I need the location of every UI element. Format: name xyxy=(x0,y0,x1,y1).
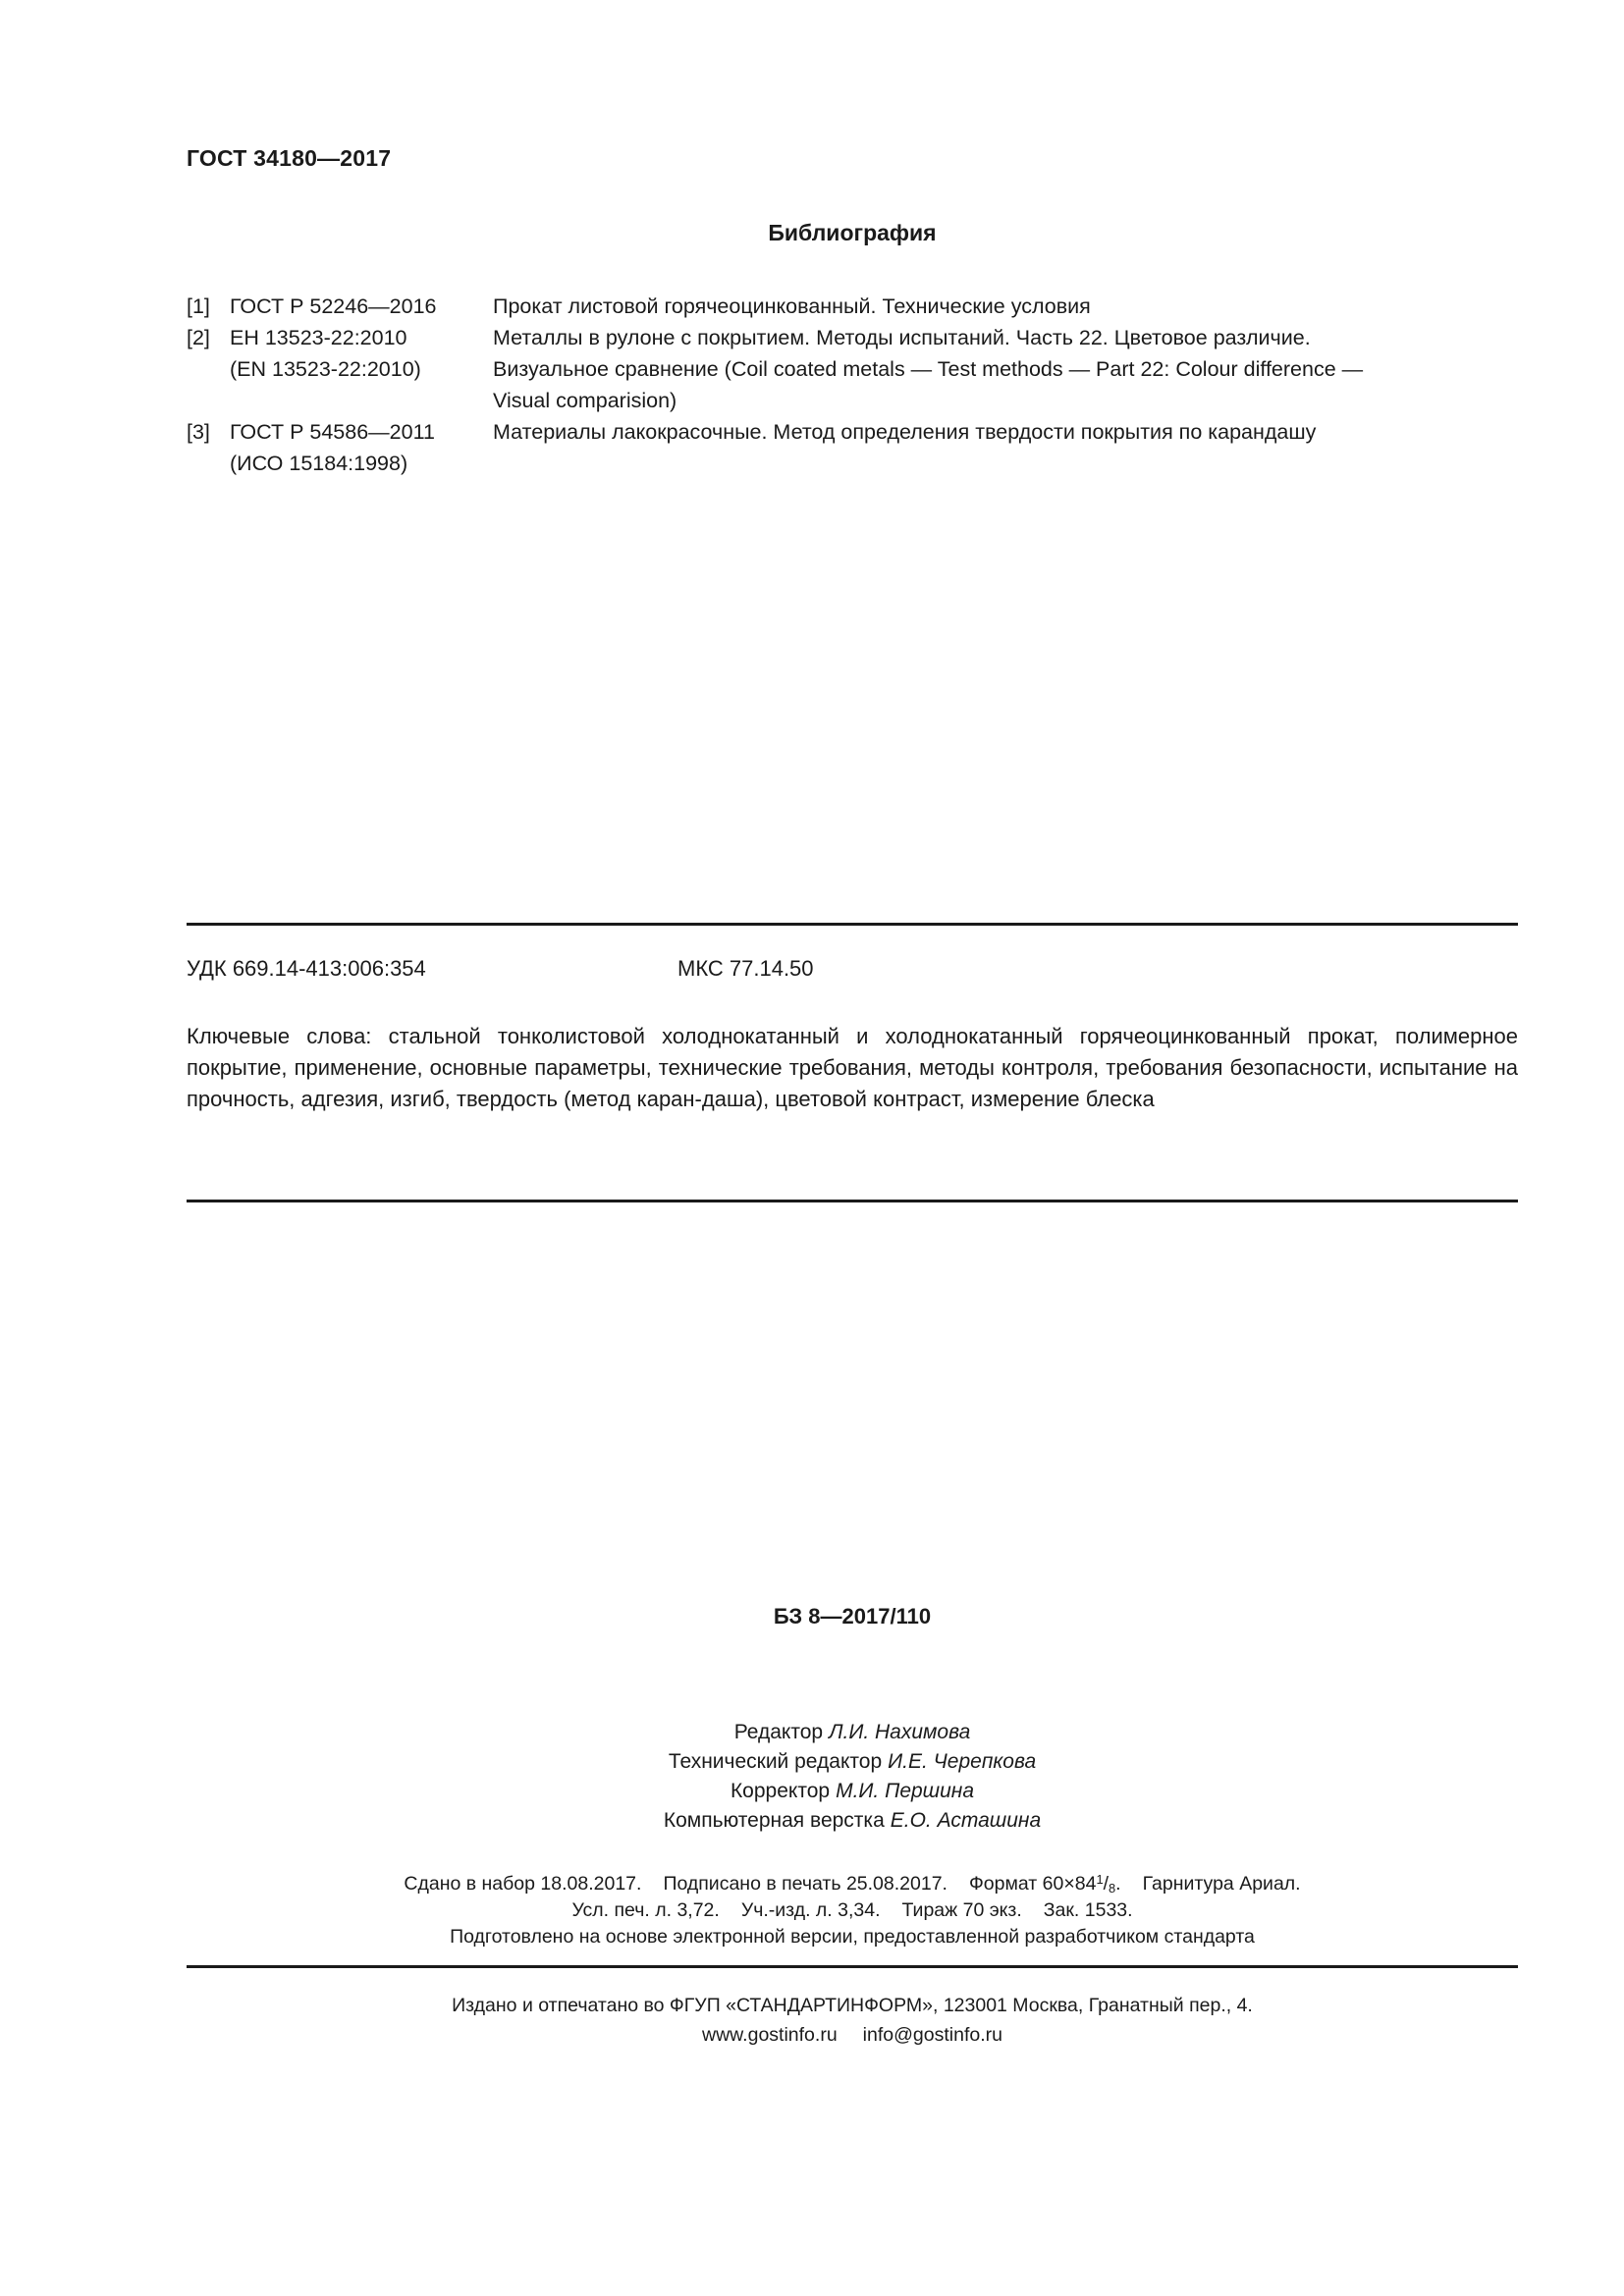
divider-above-footer xyxy=(187,1965,1518,1968)
credit-name: Л.И. Нахимова xyxy=(829,1721,971,1743)
bibliography-entry-title: Металлы в рулоне с покрытием. Методы испытаний. Часть 22. Цветовое различие. xyxy=(493,326,1311,349)
credit-name: Е.О. Асташина xyxy=(890,1809,1042,1832)
bibliography-entry-title-line3: Visual comparision) xyxy=(493,389,677,412)
bibliography-entry-title-spacer xyxy=(493,448,1522,479)
imprint-submitted: Сдано в набор 18.08.2017. xyxy=(404,1873,642,1895)
footer-website-link[interactable]: www.gostinfo.ru xyxy=(702,2024,838,2046)
imprint-publisher-sheets: Уч.-изд. л. 3,34. xyxy=(740,1899,881,1921)
bibliography-entry-code: ГОСТ Р 52246—2016 xyxy=(230,294,437,318)
bibliography-entry-code: ГОСТ Р 54586—2011 xyxy=(230,420,435,444)
bibliography-heading: Библиография xyxy=(768,220,937,245)
imprint-format-numerator: 1 xyxy=(1096,1872,1104,1888)
udk-code: УДК 669.14-413:006:354 xyxy=(187,956,426,981)
bibliography-entry-continuation xyxy=(187,385,1522,416)
divider-below-keywords xyxy=(187,1200,1518,1202)
footer-email-link[interactable]: info@gostinfo.ru xyxy=(862,2024,1002,2046)
credit-line xyxy=(187,1806,1518,1836)
imprint-format-label: Формат 60×84 xyxy=(968,1873,1097,1895)
bz-code: БЗ 8—2017/110 xyxy=(773,1604,932,1629)
credit-name: М.И. Першина xyxy=(836,1780,975,1802)
credit-line xyxy=(187,1777,1518,1806)
bibliography-entry-title: Материалы лакокрасочные. Метод определения твердости покрытия по карандашу xyxy=(493,420,1317,444)
imprint-block xyxy=(187,1871,1518,1950)
bibliography-entry-continuation xyxy=(187,448,1522,479)
imprint-signed: Подписано в печать 25.08.2017. xyxy=(663,1873,947,1895)
imprint-format-denominator: 8 xyxy=(1109,1881,1116,1896)
page-header-standard-number: ГОСТ 34180—2017 xyxy=(187,145,392,171)
mks-code: МКС 77.14.50 xyxy=(677,956,814,981)
bibliography-entry-code-alt: (EN 13523-22:2010) xyxy=(230,357,421,381)
footer-publisher: Издано и отпечатано во ФГУП «СТАНДАРТИНФОРМ», 123001 Москва, Гранатный пер., 4. xyxy=(452,1995,1253,2016)
imprint-line-3: Подготовлено на основе электронной версии, предоставленной разработчиком стандарта xyxy=(450,1926,1255,1948)
credit-name: И.Е. Черепкова xyxy=(888,1750,1037,1773)
bibliography-list xyxy=(187,291,1522,479)
bibliography-entry-code: ЕН 13523-22:2010 xyxy=(230,326,407,349)
bibliography-entry-number: [3] xyxy=(187,420,210,444)
bibliography-entry xyxy=(187,416,1522,448)
bibliography-entry-title: Прокат листовой горячеоцинкованный. Технические условия xyxy=(493,294,1091,318)
credit-line xyxy=(187,1747,1518,1777)
bibliography-entry-code-alt: (ИСО 15184:1998) xyxy=(230,452,408,475)
imprint-format xyxy=(969,1873,1121,1895)
credit-role: Компьютерная верстка xyxy=(663,1809,885,1832)
bibliography-entry-number: [2] xyxy=(187,326,210,349)
bibliography-entry xyxy=(187,322,1522,353)
bibliography-entry-code-spacer xyxy=(230,385,493,416)
divider-above-udk xyxy=(187,923,1518,926)
imprint-line-2 xyxy=(187,1897,1518,1924)
credit-role: Редактор xyxy=(733,1721,824,1743)
imprint-typeface: Гарнитура Ариал. xyxy=(1142,1873,1301,1895)
imprint-order-number: Зак. 1533. xyxy=(1043,1899,1133,1921)
footer-block xyxy=(187,1991,1518,2050)
imprint-circulation: Тираж 70 экз. xyxy=(901,1899,1022,1921)
imprint-format-tail: . xyxy=(1115,1873,1121,1895)
credit-role: Технический редактор xyxy=(668,1750,883,1773)
credit-line xyxy=(187,1718,1518,1747)
bibliography-entry-title-line2: Визуальное сравнение (Coil coated metals — Test methods — Part 22: Colour difference — xyxy=(493,357,1364,381)
credits-block xyxy=(187,1718,1518,1836)
credit-role: Корректор xyxy=(730,1780,831,1802)
footer-contacts xyxy=(187,2020,1518,2050)
imprint-format-fraction: $^1/_8$ xyxy=(1096,1872,1116,1896)
bibliography-entry-continuation xyxy=(187,353,1522,385)
bibliography-entry-number: [1] xyxy=(187,294,210,318)
imprint-line-1 xyxy=(187,1871,1518,1897)
imprint-printed-sheets: Усл. печ. л. 3,72. xyxy=(571,1899,720,1921)
bibliography-entry xyxy=(187,291,1522,322)
keywords-paragraph: Ключевые слова: стальной тонколистовой холоднокатанный и холоднокатанный горячеоцинкованный прокат, полимерное покрытие, применение, основные параметры, технические требования, методы контроля, требования безопасности, испытание на прочность, адгезия, изгиб, твердость (метод каран-даша), цветовой контраст, измерение блеска xyxy=(187,1024,1518,1111)
